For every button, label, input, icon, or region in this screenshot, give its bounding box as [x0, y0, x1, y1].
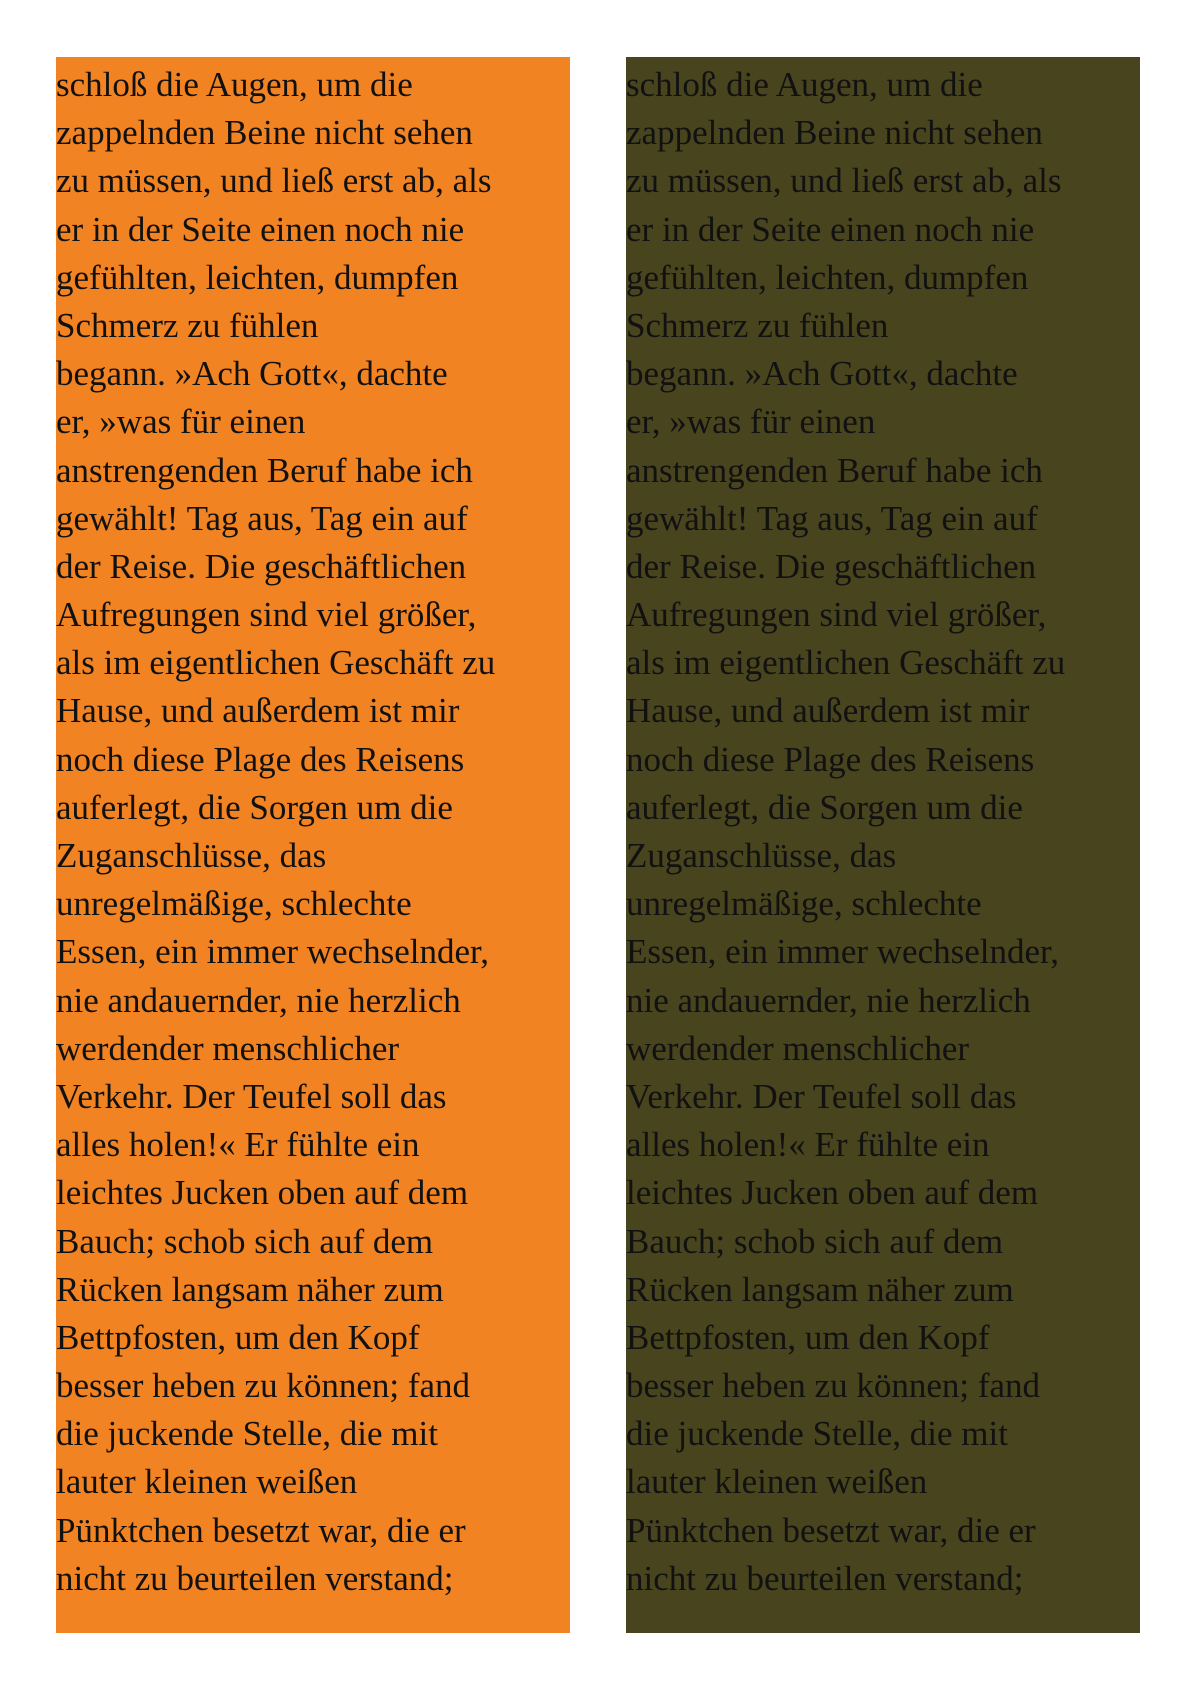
text-line: besser heben zu können; fand	[626, 1366, 1041, 1406]
text-line: gefühlten, leichten, dumpfen	[56, 257, 459, 297]
text-line: Zuganschlüsse, das	[626, 836, 897, 875]
text-line: leichtes Jucken oben auf dem	[56, 1173, 469, 1213]
text-line: werdender menschlicher	[56, 1028, 400, 1068]
text-line: Schmerz zu fühlen	[626, 305, 889, 345]
text-line: Pünktchen besetzt war, die er	[626, 1510, 1036, 1550]
text-line: Bettpfosten, um den Kopf	[56, 1317, 420, 1357]
text-line: unregelmäßige, schlechte	[56, 884, 412, 924]
text-line: alles holen!« Er fühlte ein	[56, 1125, 420, 1165]
text-line: Rücken langsam näher zum	[626, 1269, 1014, 1309]
text-line: als im eigentlichen Geschäft zu	[56, 643, 496, 683]
text-line: zappelnden Beine nicht sehen	[56, 113, 473, 153]
text-column-right	[626, 57, 1140, 1633]
text-line: er in der Seite einen noch nie	[626, 209, 1035, 249]
text-line: alles holen!« Er fühlte ein	[626, 1125, 990, 1165]
text-line: Bauch; schob sich auf dem	[56, 1221, 434, 1261]
text-line: zappelnden Beine nicht sehen	[626, 113, 1043, 153]
text-line: Aufregungen sind viel größer,	[626, 595, 1047, 635]
text-line: nicht zu beurteilen verstand;	[626, 1558, 1024, 1598]
text-line: Bettpfosten, um den Kopf	[626, 1317, 990, 1357]
text-line: schloß die Augen, um die	[56, 65, 413, 104]
text-line: zu müssen, und ließ erst ab, als	[56, 161, 492, 201]
text-line: lauter kleinen weißen	[626, 1462, 928, 1502]
text-line: er, »was für einen	[626, 402, 876, 442]
text-line: Aufregungen sind viel größer,	[56, 595, 477, 635]
text-line: Essen, ein immer wechselnder,	[56, 932, 490, 972]
text-line: besser heben zu können; fand	[56, 1366, 471, 1406]
text-line: Schmerz zu fühlen	[56, 305, 319, 345]
text-line: Rücken langsam näher zum	[56, 1269, 444, 1309]
text-line: anstrengenden Beruf habe ich	[56, 450, 473, 490]
text-line: Bauch; schob sich auf dem	[626, 1221, 1004, 1261]
text-line: begann. »Ach Gott«, dachte	[626, 354, 1018, 394]
text-line: gewählt! Tag aus, Tag ein auf	[56, 498, 468, 538]
text-line: gefühlten, leichten, dumpfen	[626, 257, 1029, 297]
text-line: gewählt! Tag aus, Tag ein auf	[626, 498, 1038, 538]
text-line: als im eigentlichen Geschäft zu	[626, 643, 1066, 683]
text-line: der Reise. Die geschäftlichen	[626, 546, 1037, 586]
text-line: auferlegt, die Sorgen um die	[626, 787, 1023, 827]
text-line: noch diese Plage des Reisens	[56, 739, 465, 779]
text-line: Hause, und außerdem ist mir	[626, 691, 1030, 731]
text-line: noch diese Plage des Reisens	[626, 739, 1035, 779]
text-line: schloß die Augen, um die	[626, 65, 983, 104]
text-line: nicht zu beurteilen verstand;	[56, 1558, 454, 1598]
text-line: er, »was für einen	[56, 402, 306, 442]
text-line: leichtes Jucken oben auf dem	[626, 1173, 1039, 1213]
text-line: begann. »Ach Gott«, dachte	[56, 354, 448, 394]
text-line: die juckende Stelle, die mit	[626, 1414, 1008, 1454]
column-text-lines	[56, 61, 495, 1603]
text-line: Verkehr. Der Teufel soll das	[626, 1076, 1017, 1116]
text-line: Hause, und außerdem ist mir	[56, 691, 460, 731]
text-line: Zuganschlüsse, das	[56, 836, 327, 875]
text-line: werdender menschlicher	[626, 1028, 970, 1068]
text-line: der Reise. Die geschäftlichen	[56, 546, 467, 586]
column-text-lines	[626, 61, 1065, 1603]
text-line: die juckende Stelle, die mit	[56, 1414, 438, 1454]
text-line: Essen, ein immer wechselnder,	[626, 932, 1060, 972]
text-column-left	[56, 57, 570, 1633]
text-line: unregelmäßige, schlechte	[626, 884, 982, 924]
text-line: anstrengenden Beruf habe ich	[626, 450, 1043, 490]
text-line: Verkehr. Der Teufel soll das	[56, 1076, 447, 1116]
text-line: Pünktchen besetzt war, die er	[56, 1510, 466, 1550]
text-line: nie andauernder, nie herzlich	[56, 980, 461, 1020]
text-line: zu müssen, und ließ erst ab, als	[626, 161, 1062, 201]
text-line: auferlegt, die Sorgen um die	[56, 787, 453, 827]
text-line: lauter kleinen weißen	[56, 1462, 358, 1502]
text-line: er in der Seite einen noch nie	[56, 209, 465, 249]
text-line: nie andauernder, nie herzlich	[626, 980, 1031, 1020]
